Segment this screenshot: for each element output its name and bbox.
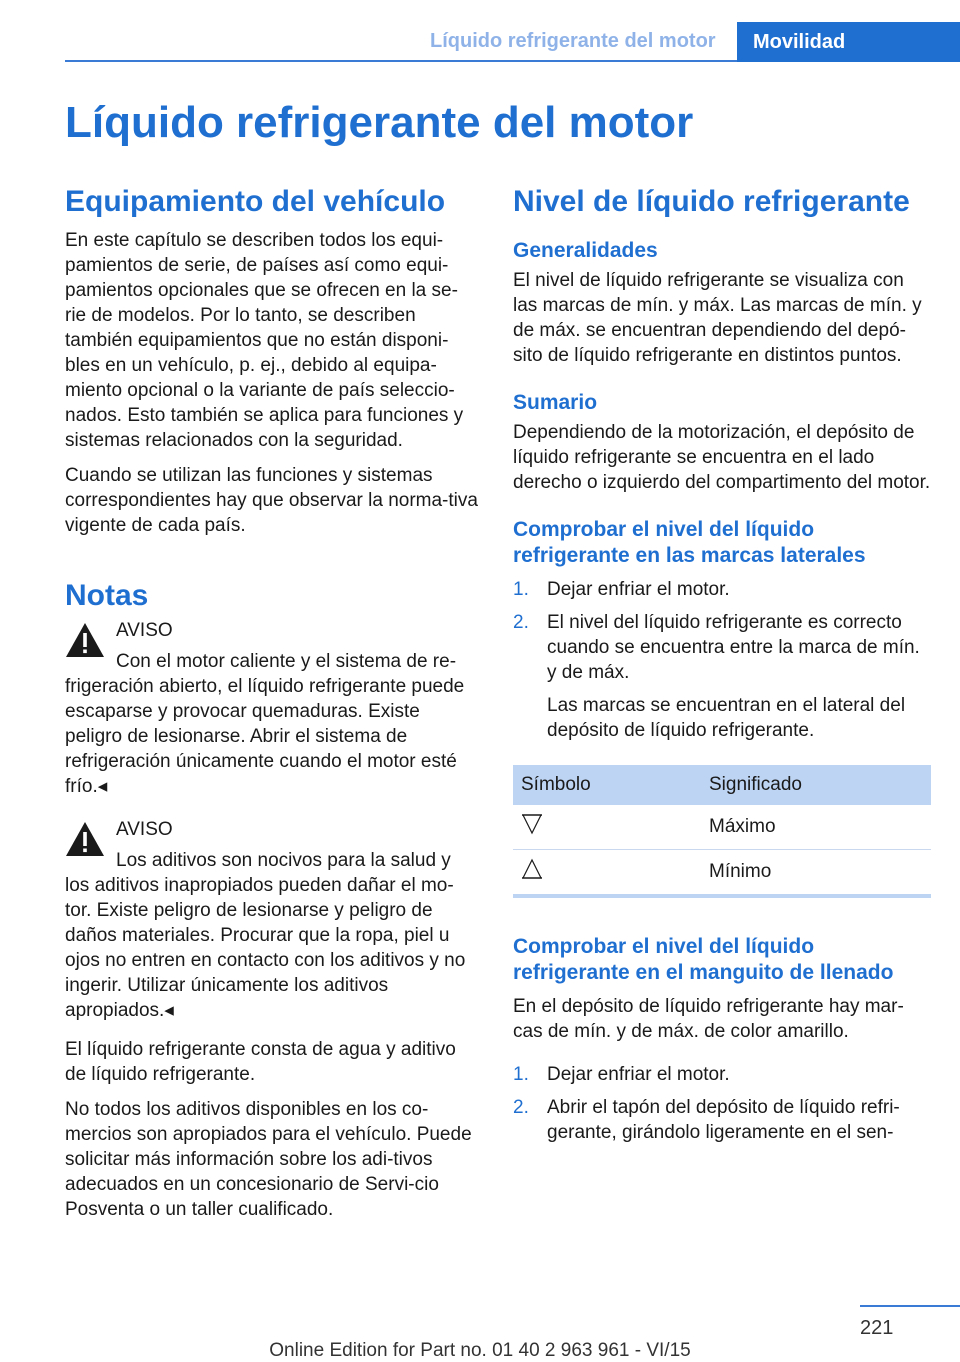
list-item [513, 1095, 931, 1145]
coolant-level-heading: Nivel de líquido refrigerante [513, 185, 910, 218]
min-mark-icon [521, 858, 543, 880]
header-section-title: Líquido refrigerante del motor [430, 30, 716, 52]
filler-neck-steps [513, 1062, 931, 1145]
table-row [513, 805, 931, 850]
meaning-column-header: Significado [701, 765, 931, 805]
step-number: 1. [513, 579, 529, 600]
equipment-paragraph-2: Cuando se utilizan las funciones y sistemas correspondientes hay que observar la norma‐tiva vigente de cada país. [65, 465, 478, 536]
max-mark-icon [521, 813, 543, 835]
warning-block-1 [65, 618, 479, 799]
warning-text-rest: los aditivos inapropiados pueden dañar el mo‐tor. Existe peligro de lesionarse y peligro de daños materiales. Procurar que la ropa, piel u ojos no entren en contacto con los aditivos y no ingerir. Utilizar únicamente los aditivos apropiados.◂ [65, 875, 466, 1021]
equipment-heading: Equipamiento del vehículo [65, 185, 446, 218]
summary-heading: Sumario [513, 391, 598, 414]
side-marks-steps [513, 577, 931, 743]
table-row [513, 850, 931, 897]
meaning-cell: Mínimo [701, 850, 931, 897]
additives-paragraph: No todos los aditivos disponibles en los co‐mercios son apropiados para el vehículo. Puede solicitar más información sobre los adi‐tivos adecuados en un concesionario de Servi‐cio Posventa o un taller cualificado. [65, 1099, 472, 1220]
page-title: Líquido refrigerante del motor [65, 98, 694, 147]
step-text: El nivel del líquido refrigerante es correcto cuando se encuentra entre la marca de mín. y de máx. [547, 612, 920, 683]
step-text: Dejar enfriar el motor. [547, 1064, 730, 1085]
symbol-column-header: Símbolo [513, 765, 701, 805]
warning-text-first: Los aditivos son nocivos para la salud y [116, 850, 451, 871]
general-paragraph: El nivel de líquido refrigerante se visualiza con las marcas de mín. y máx. Las marcas de mín. y de máx. se encuentran dependiendo del depó‐sito de líquido refrigerante en distintos puntos. [513, 270, 922, 366]
coolant-composition-paragraph: El líquido refrigerante consta de agua y aditivo de líquido refrigerante. [65, 1039, 456, 1085]
meaning-cell: Máximo [701, 805, 931, 850]
step-text: Abrir el tapón del depósito de líquido refri‐gerante, girándolo ligeramente en el sen‐ [547, 1097, 900, 1143]
page-number: 221 [860, 1317, 894, 1339]
warning-triangle-icon [65, 821, 105, 857]
symbol-table [513, 765, 931, 898]
step-number: 2. [513, 612, 529, 633]
step-subtext: Las marcas se encuentran en el lateral del depósito de líquido refrigerante. [547, 695, 906, 741]
chapter-tab-label: Movilidad [753, 31, 846, 53]
filler-neck-heading: Comprobar el nivel del líquido refrigerante en el manguito de llenado [513, 935, 894, 984]
warning-label: AVISO [116, 819, 173, 840]
step-number: 2. [513, 1097, 529, 1118]
warning-text-first: Con el motor caliente y el sistema de re‐ [116, 651, 457, 672]
equipment-paragraph-1: En este capítulo se describen todos los equi‐pamientos de serie, de países así como equi‐pamientos opcionales que se ofrecen en la se‐rie de modelos. Por lo tanto, se describen también equipamientos que no están disponi‐bles en un vehículo, p. ej., debido al equipa‐miento opcional o la variante de país seleccio‐nados. Esto también se aplica para funciones y sistemas relacionados con la seguridad. [65, 230, 464, 451]
filler-neck-paragraph: En el depósito de líquido refrigerante hay mar‐cas de mín. y de máx. de color amarillo. [513, 996, 904, 1042]
symbol-cell [513, 850, 701, 897]
footer-rule [860, 1305, 960, 1307]
warning-block-2 [65, 817, 479, 1023]
warning-text-rest: frigeración abierto, el líquido refrigerante puede escaparse y provocar quemaduras. Existe peligro de lesionarse. Abrir el sistema de refrigeración únicamente cuando el motor esté frío.◂ [65, 676, 465, 797]
right-column [513, 184, 931, 1155]
side-marks-heading: Comprobar el nivel del líquido refrigerante en las marcas laterales [513, 518, 866, 567]
notes-heading: Notas [65, 579, 149, 612]
summary-paragraph: Dependiendo de la motorización, el depósito de líquido refrigerante se encuentra en el lado derecho o izquierdo del compartimento del motor. [513, 422, 931, 493]
step-text: Dejar enfriar el motor. [547, 579, 730, 600]
table-header-row [513, 765, 931, 805]
list-item [513, 610, 931, 743]
symbol-cell [513, 805, 701, 850]
list-item [513, 1062, 931, 1087]
step-number: 1. [513, 1064, 529, 1085]
warning-label: AVISO [116, 620, 173, 641]
general-heading: Generalidades [513, 239, 658, 262]
warning-triangle-icon [65, 622, 105, 658]
left-column [65, 184, 479, 1232]
edition-footer: Online Edition for Part no. 01 40 2 963 961 - VI/15 [269, 1340, 691, 1361]
header-chapter-tab [737, 22, 960, 62]
list-item [513, 577, 931, 602]
